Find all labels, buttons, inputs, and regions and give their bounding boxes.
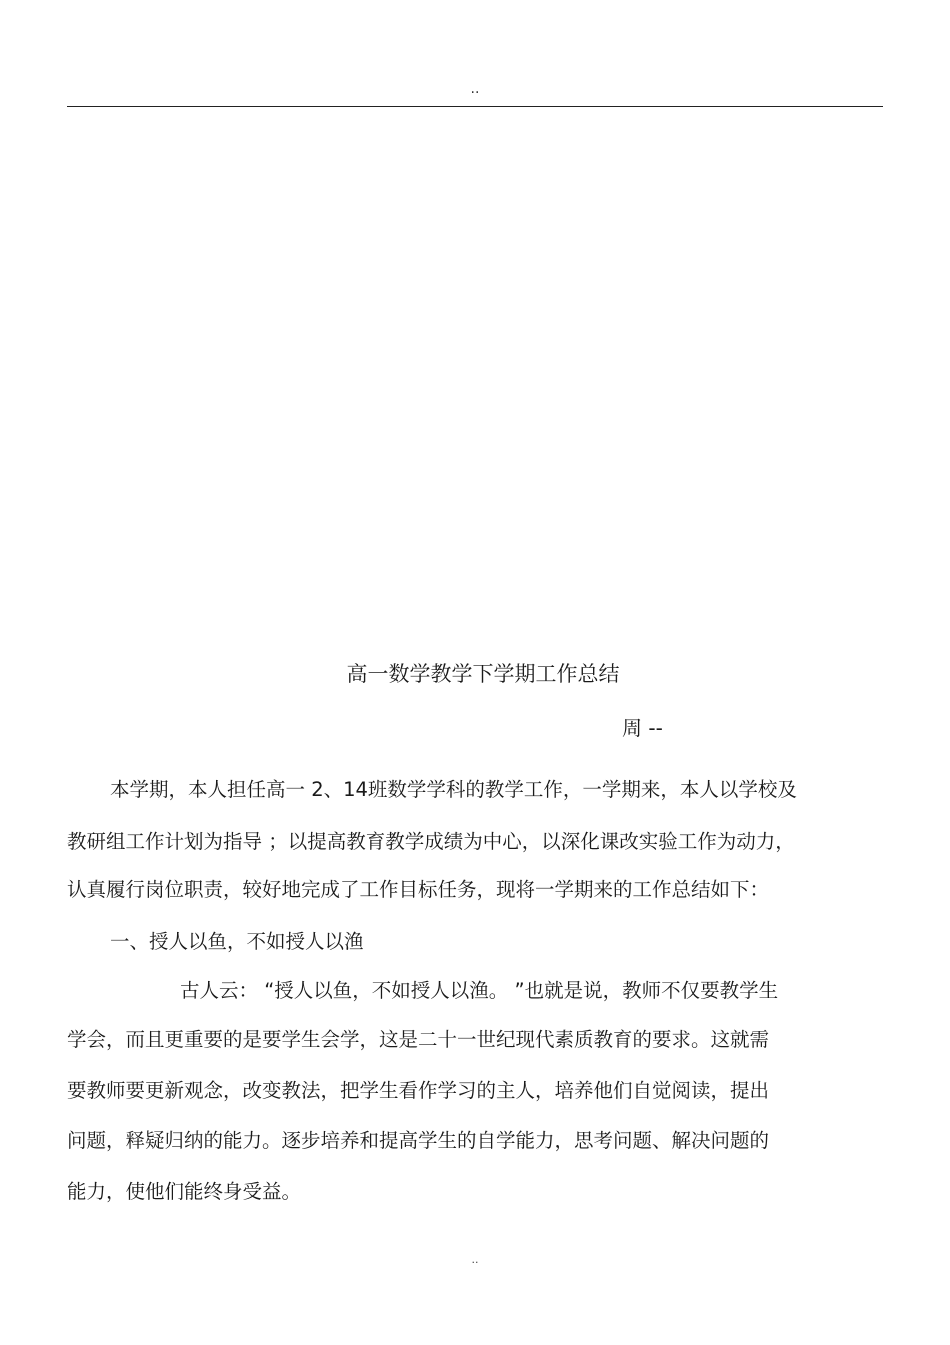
header-mark: .. [470, 81, 480, 97]
paragraph2-line-2: 学会，而且更重要的是要学生会学，这是二十一世纪现代素质教育的要求。这就需 [67, 1028, 770, 1051]
paragraph2-line-5: 能力，使他们能终身受益。 [67, 1180, 302, 1203]
document-author: 周 -- [622, 716, 663, 740]
paragraph1-line-2: 教研组工作计划为指导 ；以提高教育教学成绩为中心，以深化课改实验工作为动力， [67, 830, 795, 853]
document-title: 高一数学教学下学期工作总结 [346, 662, 620, 686]
header-rule [67, 106, 883, 107]
paragraph1-line-3: 认真履行岗位职责，较好地完成了工作目标任务，现将一学期来的工作总结如下： [67, 878, 770, 901]
paragraph2-line-4: 问题，释疑归纳的能力。逐步培养和提高学生的自学能力，思考问题、解决问题的 [67, 1129, 770, 1152]
paragraph1-line-1: 本学期，本人担任高一 2、14班数学学科的教学工作，一学期来，本人以学校及 [110, 778, 797, 801]
section1-heading: 一、授人以鱼，不如授人以渔 [110, 930, 364, 953]
footer-mark: .. [471, 1253, 479, 1266]
paragraph2-line-3: 要教师要更新观念，改变教法，把学生看作学习的主人，培养他们自觉阅读，提出 [67, 1079, 770, 1102]
paragraph2-line-1: 古人云： “授人以鱼，不如授人以渔。 ”也就是说，教师不仅要教学生 [180, 979, 779, 1002]
